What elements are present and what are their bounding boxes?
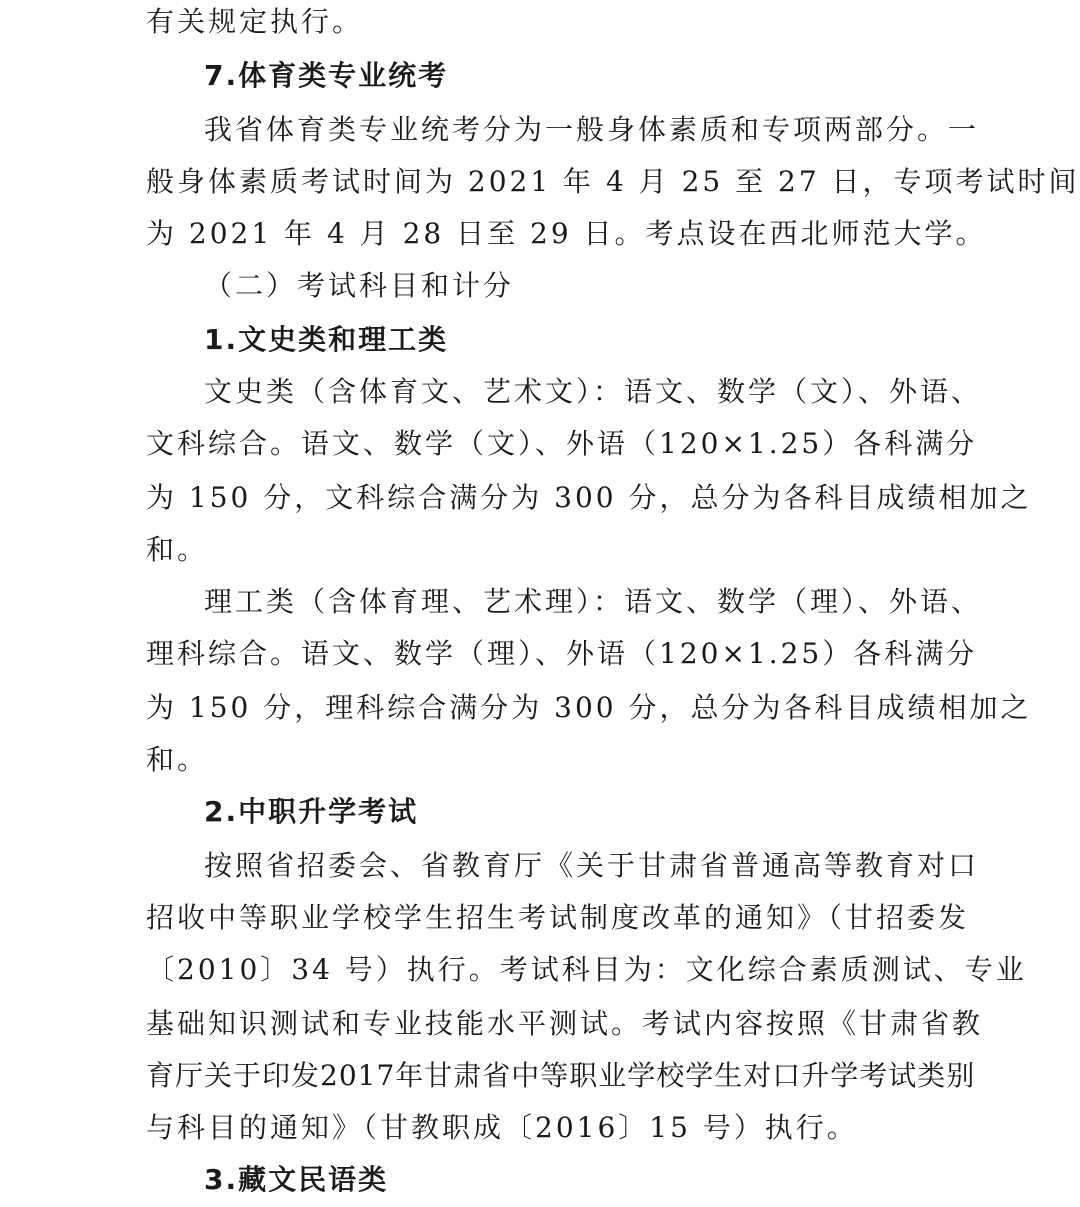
paragraph-line: 〔2010〕34 号）执行。考试科目为：文化综合素质测试、专业: [146, 953, 1027, 986]
paragraph-line: 理工类（含体育理、艺术理）：语文、数学（理）、外语、: [204, 585, 983, 618]
section-heading: 3.藏文民语类: [204, 1163, 389, 1196]
paragraph-line: 招收中等职业学校学生招生考试制度改革的通知》（甘招委发: [146, 901, 970, 934]
paragraph-line: 理科综合。语文、数学（理）、外语（120×1.25）各科满分: [146, 637, 978, 670]
section-heading: 1.文史类和理工类: [204, 323, 449, 356]
paragraph-line: 基础知识测试和专业技能水平测试。考试内容按照《甘肃省教: [146, 1007, 984, 1040]
paragraph-line: 为 150 分，文科综合满分为 300 分，总分为各科目成绩相加之: [146, 481, 1032, 514]
section-heading: 2.中职升学考试: [204, 795, 419, 828]
paragraph-line: 有关规定执行。: [146, 5, 364, 38]
paragraph-line: 为 2021 年 4 月 28 日至 29 日。考点设在西北师范大学。: [146, 217, 987, 250]
paragraph-line: 文史类（含体育文、艺术文）：语文、数学（文）、外语、: [204, 375, 983, 408]
paragraph-line: 般身体素质考试时间为 2021 年 4 月 25 至 27 日，专项考试时间: [146, 165, 1080, 198]
paragraph-line: 按照省招委会、省教育厅《关于甘肃省普通高等教育对口: [204, 849, 980, 882]
section-heading: 7.体育类专业统考: [204, 59, 449, 92]
paragraph-line: 文科综合。语文、数学（文）、外语（120×1.25）各科满分: [146, 427, 978, 460]
paragraph-line: 和。: [146, 743, 209, 776]
paragraph-line: 为 150 分，理科综合满分为 300 分，总分为各科目成绩相加之: [146, 691, 1032, 724]
paragraph-line: 和。: [146, 533, 209, 566]
paragraph-line: 与科目的通知》（甘教职成〔2016〕15 号）执行。: [146, 1111, 858, 1144]
paragraph-line: 育厅关于印发2017年甘肃省中等职业学校学生对口升学考试类别: [146, 1059, 976, 1092]
section-heading: （二）考试科目和计分: [204, 269, 515, 302]
paragraph-line: 我省体育类专业统考分为一般身体素质和专项两部分。一: [204, 113, 980, 146]
